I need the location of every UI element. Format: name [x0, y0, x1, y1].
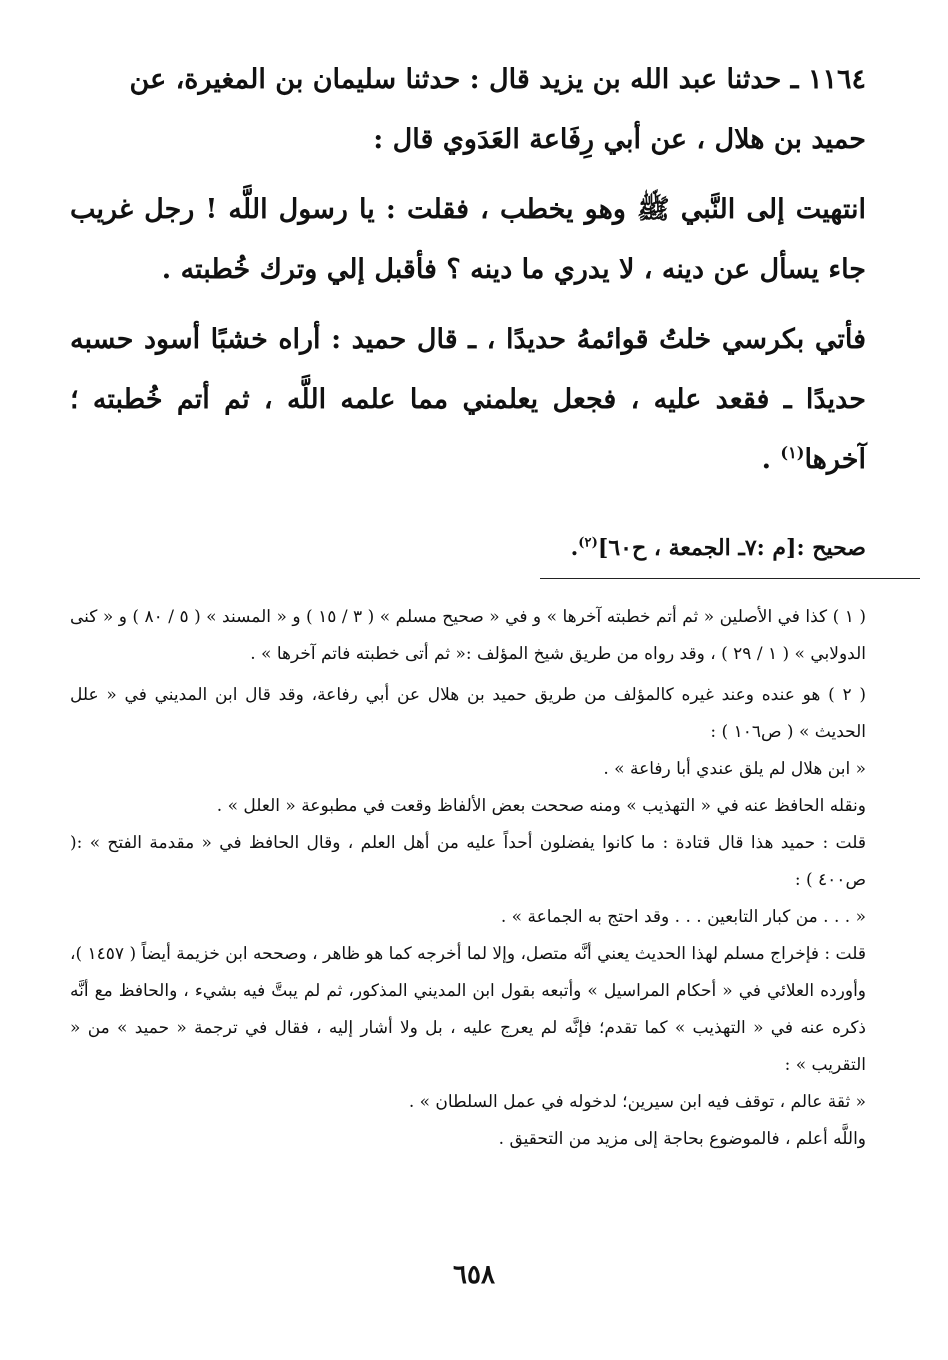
footnote-closing: واللَّه أعلم ، فالموضوع بحاجة إلى مزيد من التحقيق . — [498, 1129, 866, 1149]
footnote-transmission: ونقله الحافظ عنه في « التهذيب » ومنه صححت بعض الألفاظ وقعت في مطبوعة « العلل » . — [216, 796, 866, 816]
footnote-2: ( ٢ ) هو عنده وعند غيره كالمؤلف من طريق حميد بن هلال عن أبي رفاعة، وقد قال ابن المديني في « علل الحديث » ( ص١٠٦ ) : — [70, 685, 866, 742]
isnad-line-1: ١١٦٤ ـ حدثنا عبد الله بن يزيد قال : حدثنا سليمان بن المغيرة، عن — [129, 64, 866, 95]
footnote-quote-3: « ثقة عالم ، توقف فيه ابن سيرين؛ لدخوله في عمل السلطان » . — [408, 1092, 866, 1112]
footnote-comment-2: قلت : فإخراج مسلم لهذا الحديث يعني أنَّه متصل، وإلا لما أخرجه كما هو ظاهر ، وصححه ابن خزيمة أيضاً ( ١٤٥٧ )، وأورده العلائي في « أحكام المراسيل » وأتبعه بقول ابن المديني المذكور، ثم لم يبتَّ فيه بشيء ، والحافظ مع أنَّه ذكره عنه في « التهذيب » كما تقدم؛ فإنَّه لم يعرج عليه ، بل ولا أشار إليه ، فقال في ترجمة « حميد » من « التقريب » : — [70, 944, 866, 1075]
footnote-ref-2: (٢) — [578, 535, 598, 551]
matn-paragraph-1: انتهيت إلى النَّبي ﷺ وهو يخطب ، فقلت : يا رسول اللَّه ! رجل غريب جاء يسأل عن دينه ، لا يدري ما دينه ؟ فأقبل إلي وترك خُطبته . — [70, 194, 866, 285]
matn-paragraph-2-text: فأتي بكرسي خلتُ قوائمهُ حديدًا ، ـ قال حميد : أراه خشبًا أسود حسبه حديدًا ـ فقعد عليه ، فجعل يعلمني مما علمه اللَّه ، ثم أتم خُطبته ؛ آخرها — [70, 324, 866, 475]
footnote-quote-2: « . . . من كبار التابعين . . . وقد احتج به الجماعة » . — [500, 907, 866, 927]
footnote-separator-wrap — [70, 578, 866, 579]
footnotes — [70, 599, 866, 1158]
matn-paragraph-2 — [70, 310, 866, 490]
grade-end: . — [570, 535, 579, 561]
isnad-line-2: حميد بن هلال ، عن أبي رِفَاعة العَدَوي قال : — [373, 124, 866, 155]
matn-end: . — [761, 444, 781, 475]
hadith-text — [70, 50, 866, 490]
footnote-ref-1: (١) — [780, 443, 805, 462]
footnote-1: ( ١ ) كذا في الأصلين « ثم أتم خطبته آخرها » و في « صحيح مسلم » ( ٣ / ١٥ ) و « المسند » ( ٥ / ٨٠ ) و « كنى الدولابي » ( ١ / ٢٩ ) ، وقد رواه من طريق شيخ المؤلف :« ثم أتى خطبته فاتم آخرها » . — [70, 607, 866, 664]
page-number: ٦٥٨ — [453, 1260, 495, 1290]
grade-line — [70, 528, 866, 568]
grade-source: :[م :٧ـ الجمعة ، ح٦٠] — [597, 535, 805, 561]
grade-label: صحيح — [812, 535, 866, 561]
footnote-comment-1: قلت : حميد هذا قال قتادة : ما كانوا يفضلون أحداً عليه من أهل العلم ، وقال الحافظ في « مقدمة الفتح » :( ص٤٠٠ ) : — [70, 833, 866, 890]
footnote-quote-1: « ابن هلال لم يلق عندي أبا رفاعة » . — [603, 759, 866, 779]
footnote-separator — [540, 578, 920, 579]
